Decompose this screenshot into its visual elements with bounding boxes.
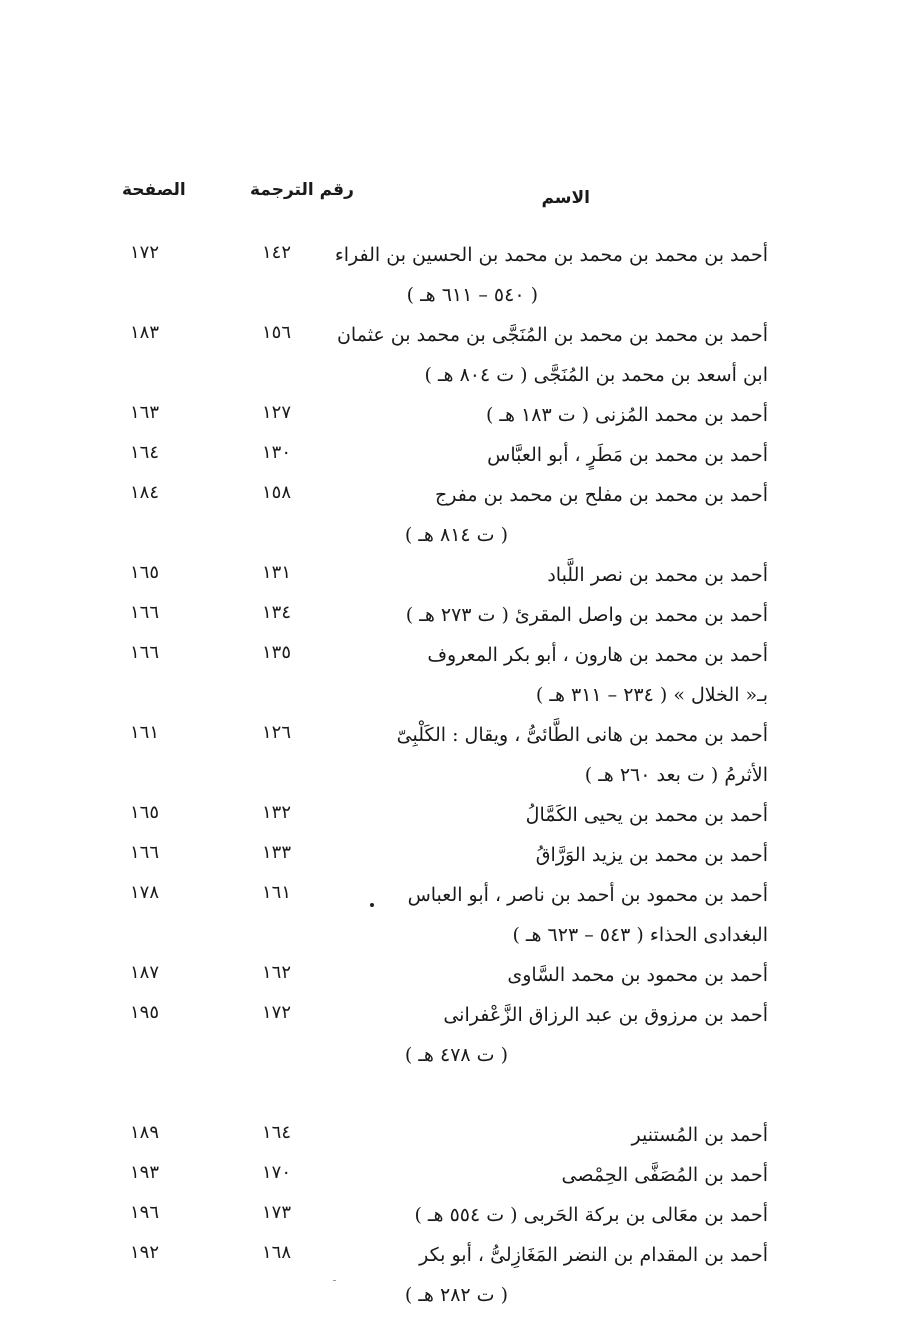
entry-page-number: ١٨٧ xyxy=(130,962,160,983)
entry-name: أحمد بن محمد بن مَطَرٍ ، أبو العبَّاس xyxy=(487,444,768,466)
entry-tarjama-number: ١٣٣ xyxy=(262,842,292,863)
entry-page-number: ١٦٥ xyxy=(130,562,160,583)
entry-name: أحمد بن مرزوق بن عبد الرزاق الزَّعْفرانى xyxy=(443,1004,768,1026)
entry-page-number: ١٦٦ xyxy=(130,602,160,623)
entry-name: أحمد بن محمد بن هانى الطَّائىُّ ، ويقال : الكَلْبِىّ xyxy=(396,724,768,746)
table-row xyxy=(0,358,918,398)
entry-tarjama-number: ١٣١ xyxy=(262,562,292,583)
table-row xyxy=(0,558,918,598)
table-row xyxy=(0,1038,918,1078)
entry-name: ( ت ٢٨٢ هـ ) xyxy=(404,1284,508,1306)
entry-name: ( ٥٤٠ – ٦١١ هـ ) xyxy=(406,284,538,306)
entry-tarjama-number: ١٧٠ xyxy=(262,1162,292,1183)
table-row xyxy=(0,438,918,478)
table-header xyxy=(0,178,918,218)
entry-name: أحمد بن محمد المُزنى ( ت ١٨٣ هـ ) xyxy=(485,404,768,426)
table-row xyxy=(0,638,918,678)
entry-tarjama-number: ١٦١ xyxy=(262,882,292,903)
entry-name: أحمد بن محمد بن واصل المقرئ ( ت ٢٧٣ هـ ) xyxy=(405,604,768,626)
entry-name: بـ« الخلال » ( ٢٣٤ – ٣١١ هـ ) xyxy=(535,684,768,706)
entry-tarjama-number: ١٣٢ xyxy=(262,802,292,823)
table-row xyxy=(0,1198,918,1238)
table-row xyxy=(0,678,918,718)
entry-tarjama-number: ١٢٦ xyxy=(262,722,292,743)
entry-name: ( ت ٤٧٨ هـ ) xyxy=(404,1044,508,1066)
entry-name: أحمد بن المُستنير xyxy=(631,1124,768,1146)
entry-name: أحمد بن محمد بن نصر اللَّباد xyxy=(547,564,768,586)
entry-tarjama-number: ١٦٨ xyxy=(262,1242,292,1263)
entry-tarjama-number: ١٦٢ xyxy=(262,962,292,983)
table-row xyxy=(0,998,918,1038)
entry-name: أحمد بن محمد بن محمد بن المُنَجَّى بن محمد بن عثمان xyxy=(336,324,768,346)
table-row xyxy=(0,718,918,758)
table-row xyxy=(0,878,918,918)
entry-page-number: ١٦٦ xyxy=(130,642,160,663)
index-rows xyxy=(0,238,918,1318)
entry-tarjama-number: ١٦٤ xyxy=(262,1122,292,1143)
table-row xyxy=(0,398,918,438)
table-row xyxy=(0,958,918,998)
entry-name: أحمد بن المُصَفَّى الحِمْصى xyxy=(561,1164,768,1186)
header-tarjama-number: رقم الترجمة xyxy=(250,180,354,200)
entry-name: البغدادى الحذاء ( ٥٤٣ – ٦٢٣ هـ ) xyxy=(512,924,768,946)
table-row xyxy=(0,1158,918,1198)
entry-page-number: ١٦١ xyxy=(130,722,160,743)
table-row xyxy=(0,838,918,878)
table-row xyxy=(0,758,918,798)
entry-name: أحمد بن محمود بن أحمد بن ناصر ، أبو العباس xyxy=(407,884,768,906)
entry-page-number: ١٦٥ xyxy=(130,802,160,823)
table-row xyxy=(0,278,918,318)
entry-name: الأثرمُ ( ت بعد ٢٦٠ هـ ) xyxy=(584,764,768,786)
entry-tarjama-number: ١٣٠ xyxy=(262,442,292,463)
entry-name: أحمد بن محمد بن هارون ، أبو بكر المعروف xyxy=(427,644,768,666)
entry-tarjama-number: ١٣٥ xyxy=(262,642,292,663)
table-row xyxy=(0,318,918,358)
entry-tarjama-number: ١٥٨ xyxy=(262,482,292,503)
header-name: الاسم xyxy=(541,188,590,208)
entry-name: ( ت ٨١٤ هـ ) xyxy=(404,524,508,546)
entry-page-number: ١٩٥ xyxy=(130,1002,160,1023)
entry-page-number: ١٧٢ xyxy=(130,242,160,263)
header-page: الصفحة xyxy=(122,180,186,200)
entry-page-number: ١٦٦ xyxy=(130,842,160,863)
entry-tarjama-number: ١٣٤ xyxy=(262,602,292,623)
entry-name: أحمد بن محمود بن محمد السَّاوى xyxy=(507,964,768,986)
entry-name: أحمد بن محمد بن يحيى الكَمَّالُ xyxy=(525,804,768,826)
ink-dot xyxy=(370,903,374,907)
entry-name: أحمد بن معَالى بن بركة الحَربى ( ت ٥٥٤ هـ ) xyxy=(414,1204,768,1226)
entry-tarjama-number: ١٤٢ xyxy=(262,242,292,263)
table-row xyxy=(0,798,918,838)
table-row xyxy=(0,918,918,958)
entry-name: أحمد بن محمد بن مفلح بن محمد بن مفرج xyxy=(435,484,768,506)
entry-page-number: ١٦٤ xyxy=(130,442,160,463)
entry-page-number: ١٨٩ xyxy=(130,1122,160,1143)
entry-page-number: ١٨٤ xyxy=(130,482,160,503)
table-row xyxy=(0,1078,918,1118)
entry-name: ابن أسعد بن محمد بن المُنَجَّى ( ت ٨٠٤ هـ ) xyxy=(424,364,768,386)
ink-speck xyxy=(333,1280,336,1281)
entry-page-number: ١٩٢ xyxy=(130,1242,160,1263)
entry-tarjama-number: ١٧٣ xyxy=(262,1202,292,1223)
table-row xyxy=(0,518,918,558)
table-row xyxy=(0,1118,918,1158)
entry-page-number: ١٨٣ xyxy=(130,322,160,343)
table-row xyxy=(0,1278,918,1318)
entry-page-number: ١٩٣ xyxy=(130,1162,160,1183)
entry-page-number: ١٧٨ xyxy=(130,882,160,903)
table-row xyxy=(0,238,918,278)
table-row xyxy=(0,1238,918,1278)
entry-name: أحمد بن المقدام بن النضر المَغَازِلىُّ ، أبو بكر xyxy=(419,1244,768,1266)
entry-name: أحمد بن محمد بن يزيد الوَرَّاقُ xyxy=(535,844,768,866)
entry-tarjama-number: ١٧٢ xyxy=(262,1002,292,1023)
entry-tarjama-number: ١٢٧ xyxy=(262,402,292,423)
entry-page-number: ١٦٣ xyxy=(130,402,160,423)
entry-page-number: ١٩٦ xyxy=(130,1202,160,1223)
entry-name: أحمد بن محمد بن محمد بن محمد بن الحسين بن الفراء xyxy=(334,244,768,266)
table-row xyxy=(0,598,918,638)
entry-tarjama-number: ١٥٦ xyxy=(262,322,292,343)
table-row xyxy=(0,478,918,518)
